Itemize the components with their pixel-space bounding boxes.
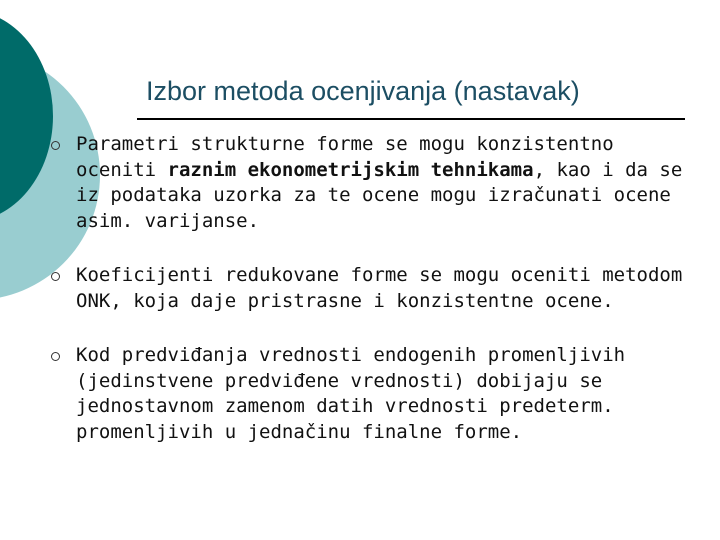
bullet-circle-icon	[51, 272, 60, 281]
bullet-3-text: Kod predviđanja vrednosti endogenih promenljivih (jedinstvene predviđene vrednosti) dobijaju se jednostavnom zamenom datih vrednosti predeterm. promenljivih u jednačinu finalne forme.	[76, 344, 626, 443]
bullet-item-3	[48, 343, 688, 445]
slide-title: Izbor metoda ocenjivanja (nastavak)	[146, 76, 580, 106]
bullet-1-text-start: Parametri strukturne forme se mogu konzistentno oceniti	[76, 133, 614, 181]
bullet-circle-icon	[51, 141, 60, 150]
bullet-circle-icon	[51, 352, 60, 361]
bullet-1-bold-text: raznim ekonometrijskim tehnikama	[167, 158, 534, 181]
bullet-item-2	[48, 263, 688, 314]
bullet-list	[48, 132, 688, 474]
title-underline	[137, 118, 685, 120]
bullet-2-text: Koeficijenti redukovane forme se mogu oceniti metodom ONK, koja daje pristrasne i konzistentne ocene.	[76, 264, 683, 312]
bullet-1-text-end: , kao i da se iz podataka uzorka za te ocene mogu izračunati ocene asim. varijanse.	[76, 158, 683, 232]
bullet-item-1	[48, 132, 688, 234]
